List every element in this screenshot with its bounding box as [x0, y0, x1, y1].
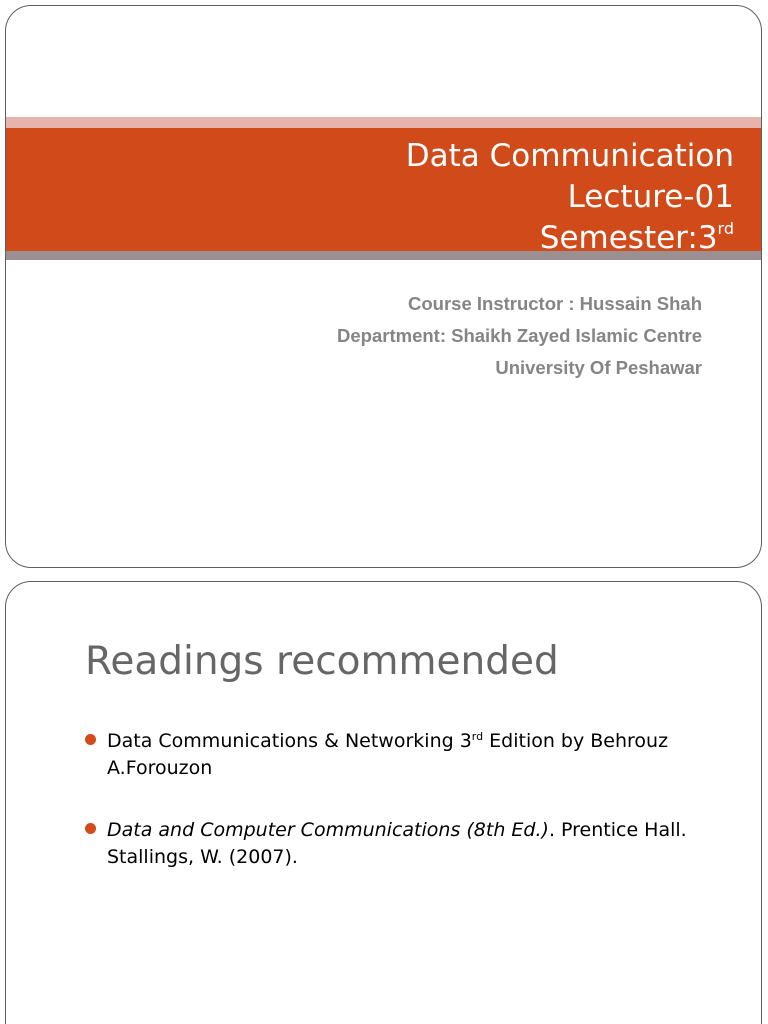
reading-2-title: Data and Computer Communications (8th Ed.) [107, 819, 549, 841]
title-line-lecture: Lecture-01 [567, 179, 734, 215]
reading-1-rest: Edition by Behrouz A.Forouzon [107, 730, 669, 779]
reading-2-rest: . Prentice Hall. Stallings, W. (2007). [107, 819, 687, 868]
list-item [84, 817, 724, 871]
readings-list [84, 728, 724, 871]
reading-1-ordinal: rd [471, 730, 484, 743]
readings-slide [5, 581, 762, 1024]
bullet-dot-icon [85, 734, 96, 745]
readings-title: Readings recommended [85, 639, 559, 684]
department: Department: Shaikh Zayed Islamic Centre [337, 325, 702, 346]
title-line-semester [406, 218, 734, 259]
title-band-top-stripe [6, 117, 761, 128]
bullet-dot-icon [85, 823, 96, 834]
list-item [84, 728, 724, 782]
slide-subtitle [337, 288, 702, 384]
semester-text: Semester:3 [539, 220, 718, 256]
semester-ordinal: rd [717, 219, 734, 238]
reading-1-text: Data Communications & Networking 3 [107, 730, 472, 752]
slide-title [406, 136, 734, 259]
title-line-course: Data Communication [405, 138, 734, 174]
university: University Of Peshawar [495, 357, 702, 378]
title-slide [5, 5, 762, 568]
course-instructor: Course Instructor : Hussain Shah [408, 293, 702, 314]
